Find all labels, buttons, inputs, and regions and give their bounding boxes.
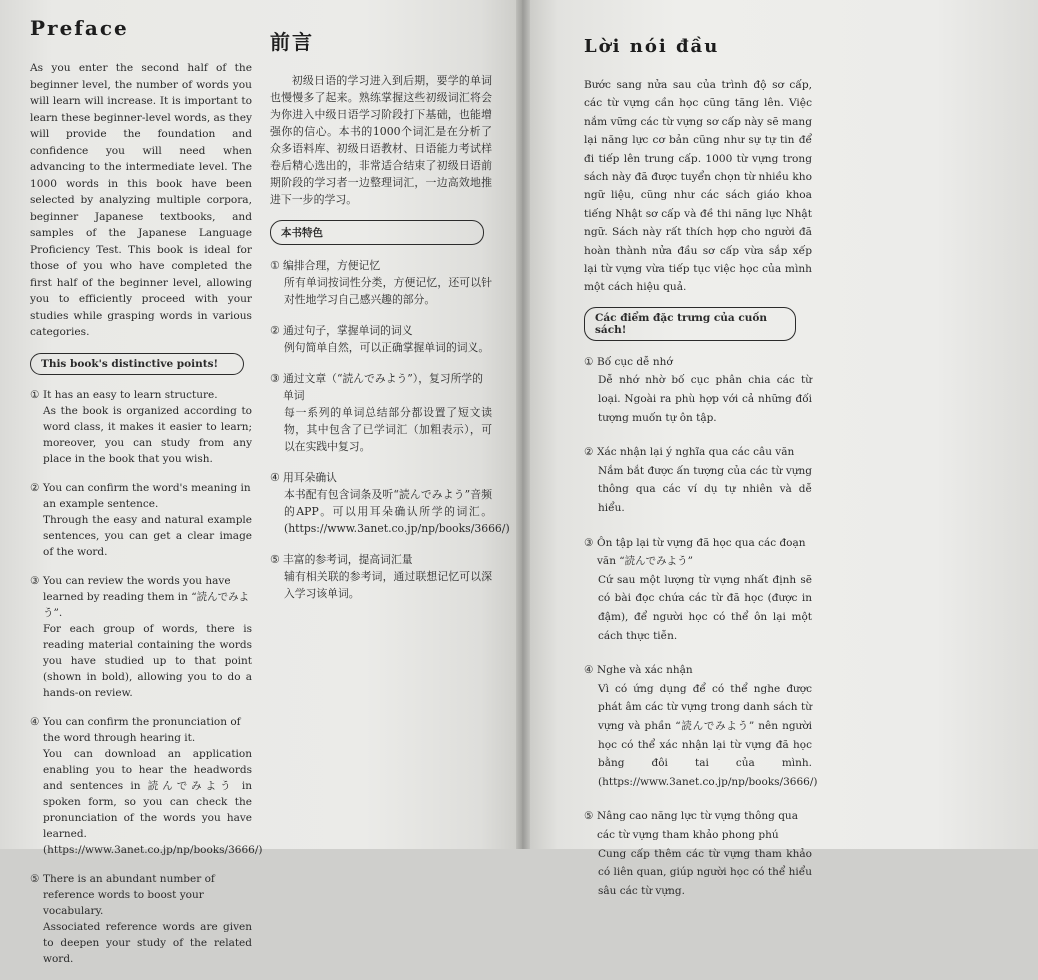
english-point-4: ④ You can confirm the pronunciation of the word through hearing it. You can download an application enabling you to hear the headwords and sentences in 読んでみよう in spoken form, so you can check the pronunciation of the words you have learned. (https://www.3anet.co.jp/np/books/3666/) bbox=[30, 715, 263, 856]
english-point-1-body: As the book is organized according to word class, it makes it easier to learn; moreover, you can study from any place in the book that you wish. bbox=[43, 404, 252, 465]
vietnamese-point-1-head: Bố cục dễ nhớ bbox=[597, 355, 673, 368]
vietnamese-features-heading: Các điểm đặc trưng của cuốn sách! bbox=[584, 307, 796, 341]
chinese-column bbox=[270, 26, 510, 616]
chinese-point-2-body: 例句简单自然，可以正确掌握单词的词义。 bbox=[284, 341, 490, 354]
english-column bbox=[30, 16, 263, 980]
english-point-5-head: There is an abundant number of reference words to boost your vocabulary. bbox=[43, 872, 215, 917]
vietnamese-point-5-head: Nâng cao năng lực từ vựng thông qua các từ vựng tham khảo phong phú bbox=[597, 810, 798, 841]
chinese-intro: 初级日语的学习进入到后期，要学的单词也慢慢多了起来。熟练掌握这些初级词汇将会为你进入中级日语学习阶段打下基础，也能增强你的信心。本书的1000个词汇是在分析了众多语料库、初级日语教材、日语能力考试样卷后精心选出的，非常适合结束了初级日语前期阶段的学习者一边整理词汇，一边高效地推进下一步的学习。 bbox=[270, 74, 492, 206]
english-point-5: ⑤ There is an abundant number of reference words to boost your vocabulary. Associated reference words are given to deepen your study of the related word. bbox=[30, 872, 252, 965]
vietnamese-point-1-body: Dễ nhớ nhờ bố cục phân chia các từ loại. Ngoài ra phù hợp với cả những đối tượng muốn tự ôn tập. bbox=[598, 374, 812, 424]
vietnamese-point-4-body: Vì có ứng dụng để có thể nghe được phát âm các từ vựng trong danh sách từ vựng và phần “読んでみよう” nên người học có thể xác nhận lại từ vựng đã học bằng đôi tai của mình. (https://www.3anet.co.jp/np/books/3666/) bbox=[598, 682, 818, 788]
vietnamese-point-5: ⑤ Nâng cao năng lực từ vựng thông qua các từ vựng tham khảo phong phú Cung cấp thêm các từ vựng tham khảo có liên quan, giúp người học có thể hiểu sâu các từ vựng. bbox=[584, 807, 812, 900]
chinese-title: 前言 bbox=[270, 30, 314, 54]
vietnamese-point-4: ④ Nghe và xác nhận Vì có ứng dụng để có thể nghe được phát âm các từ vựng trong danh sách từ vựng và phần “読んでみよう” nên người học có thể xác nhận lại từ vựng đã học bằng đôi tai của mình. (https://www.3anet.co.jp/np/books/3666/) bbox=[584, 661, 812, 791]
english-title: Preface bbox=[30, 16, 129, 40]
english-point-2: ② You can confirm the word's meaning in an example sentence. Through the easy and natural example sentences, you can get a clear image of the word. bbox=[30, 481, 252, 558]
vietnamese-point-2-body: Nắm bắt được ấn tượng của các từ vựng thông qua các ví dụ tự nhiên và dễ hiểu. bbox=[598, 464, 812, 515]
vietnamese-point-5-body: Cung cấp thêm các từ vựng tham khảo có liên quan, giúp người học có thể hiểu sâu các từ vựng. bbox=[598, 847, 812, 897]
chinese-point-5-head: 丰富的参考词，提高词汇量 bbox=[283, 553, 413, 566]
chinese-point-1-head: 编排合理，方便记忆 bbox=[283, 259, 381, 272]
vietnamese-point-2: ② Xác nhận lại ý nghĩa qua các câu văn Nắm bắt được ấn tượng của các từ vựng thông qua các ví dụ tự nhiên và dễ hiểu. bbox=[584, 443, 812, 517]
chinese-point-5: ⑤ 丰富的参考词，提高词汇量 辅有相关联的参考词，通过联想记忆可以深入学习该单词。 bbox=[270, 553, 492, 600]
chinese-point-4-body: 本书配有包含词条及听“読んでみよう”音频的APP。可以用耳朵确认所学的词汇。(https://www.3anet.co.jp/np/books/3666/) bbox=[284, 488, 510, 535]
vietnamese-point-2-head: Xác nhận lại ý nghĩa qua các câu văn bbox=[597, 446, 795, 459]
chinese-point-3-head: 通过文章（“読んでみよう”），复习所学的单词 bbox=[283, 372, 483, 402]
chinese-features-heading: 本书特色 bbox=[270, 220, 484, 245]
vietnamese-column bbox=[584, 36, 818, 916]
english-point-1-head: It has an easy to learn structure. bbox=[43, 388, 218, 401]
chinese-point-4-head: 用耳朵确认 bbox=[283, 471, 337, 484]
vietnamese-point-4-head: Nghe và xác nhận bbox=[597, 664, 693, 677]
english-point-1: ① It has an easy to learn structure. As the book is organized according to word class, it makes it easier to learn; moreover, you can study from any place in the book that you wish. bbox=[30, 388, 252, 465]
chinese-point-1-body: 所有单词按词性分类，方便记忆，还可以针对性地学习自己感兴趣的部分。 bbox=[284, 276, 492, 306]
vietnamese-point-3: ③ Ôn tập lại từ vựng đã học qua các đoạn văn “読んでみよう” Cứ sau một lượng từ vựng nhất định sẽ có bài đọc chứa các từ đã học (được in đậm), để người học có thể ôn lại một cách thực tiễn. bbox=[584, 534, 812, 646]
english-point-2-head: You can confirm the word's meaning in an example sentence. bbox=[43, 481, 251, 510]
vietnamese-point-1: ① Bố cục dễ nhớ Dễ nhớ nhờ bố cục phân chia các từ loại. Ngoài ra phù hợp với cả những đối tượng muốn tự ôn tập. bbox=[584, 353, 812, 427]
chinese-point-4: ④ 用耳朵确认 本书配有包含词条及听“読んでみよう”音频的APP。可以用耳朵确认所学的词汇。(https://www.3anet.co.jp/np/books/3666/) bbox=[270, 471, 510, 535]
english-point-2-body: Through the easy and natural example sentences, you can get a clear image of the word. bbox=[43, 513, 252, 558]
chinese-point-2-head: 通过句子，掌握单词的词义 bbox=[283, 324, 413, 337]
english-point-5-body: Associated reference words are given to deepen your study of the related word. bbox=[43, 920, 252, 965]
english-point-3-head: You can review the words you have learned by reading them in “読んでみよう”. bbox=[43, 574, 250, 619]
chinese-point-3: ③ 通过文章（“読んでみよう”），复习所学的单词 每一系列的单词总结部分都设置了短文读物，其中包含了已学词汇（加粗表示），可以在实践中复习。 bbox=[270, 372, 492, 453]
english-features-heading: This book's distinctive points! bbox=[30, 353, 244, 375]
chinese-point-2: ② 通过句子，掌握单词的词义 例句简单自然，可以正确掌握单词的词义。 bbox=[270, 322, 492, 356]
chinese-point-3-body: 每一系列的单词总结部分都设置了短文读物，其中包含了已学词汇（加粗表示），可以在实践中复习。 bbox=[284, 406, 492, 453]
chinese-point-5-body: 辅有相关联的参考词，通过联想记忆可以深入学习该单词。 bbox=[284, 570, 492, 600]
chinese-point-1: ① 编排合理，方便记忆 所有单词按词性分类，方便记忆，还可以针对性地学习自己感兴趣的部分。 bbox=[270, 259, 492, 306]
english-point-3-body: For each group of words, there is reading material containing the words you have studied up to that point (shown in bold), allowing you to do a hands-on review. bbox=[43, 622, 252, 699]
vietnamese-intro: Bước sang nửa sau của trình độ sơ cấp, các từ vựng cần học cũng tăng lên. Việc nắm vững các từ vựng sơ cấp này sẽ mang lại năng lực cơ bản cũng như sự tự tin để đi tiếp lên trung cấp. 1000 từ vựng trong sách này đã được tuyển chọn từ nhiều kho ngữ liệu, cũng như các sách giáo khoa tiếng Nhật sơ cấp và đề thi năng lực Nhật ngữ. Sách này rất thích hợp cho người đã hoàn thành nửa đầu sơ cấp vừa sắp xếp lại từ vựng vừa tiếp tục việc học của mình một cách hiệu quả. bbox=[584, 79, 812, 294]
english-point-3: ③ You can review the words you have learned by reading them in “読んでみよう”. For each group of words, there is reading material containing the words you have studied up to that point (shown in bold), allowing you to do a hands-on review. bbox=[30, 574, 252, 699]
english-point-4-body: You can download an application enabling you to hear the headwords and sentences in 読んでみよう in spoken form, so you can check the pronunciation of the words you have learned. (https://www.3anet.co.jp/np/books/3666/) bbox=[43, 747, 263, 856]
vietnamese-point-3-body: Cứ sau một lượng từ vựng nhất định sẽ có bài đọc chứa các từ đã học (được in đậm), để người học có thể ôn lại một cách thực tiễn. bbox=[598, 573, 812, 642]
english-intro: As you enter the second half of the beginner level, the number of words you will learn will increase. It is important to learn these beginner-level words, as they will provide the foundation and confidence you will need when advancing to the intermediate level. The 1000 words in this book have been selected by analyzing multiple corpora, beginner Japanese textbooks, and samples of the Japanese Language Proficiency Test. This book is ideal for those of you who have completed the first half of the beginner level, allowing you to efficiently proceed with your studies while grasping words in various categories. bbox=[30, 62, 253, 338]
book-spine bbox=[516, 0, 530, 849]
english-point-4-head: You can confirm the pronunciation of the word through hearing it. bbox=[43, 715, 241, 744]
vietnamese-title: Lời nói đầu bbox=[584, 36, 720, 57]
vietnamese-point-3-head: Ôn tập lại từ vựng đã học qua các đoạn văn “読んでみよう” bbox=[597, 536, 806, 568]
